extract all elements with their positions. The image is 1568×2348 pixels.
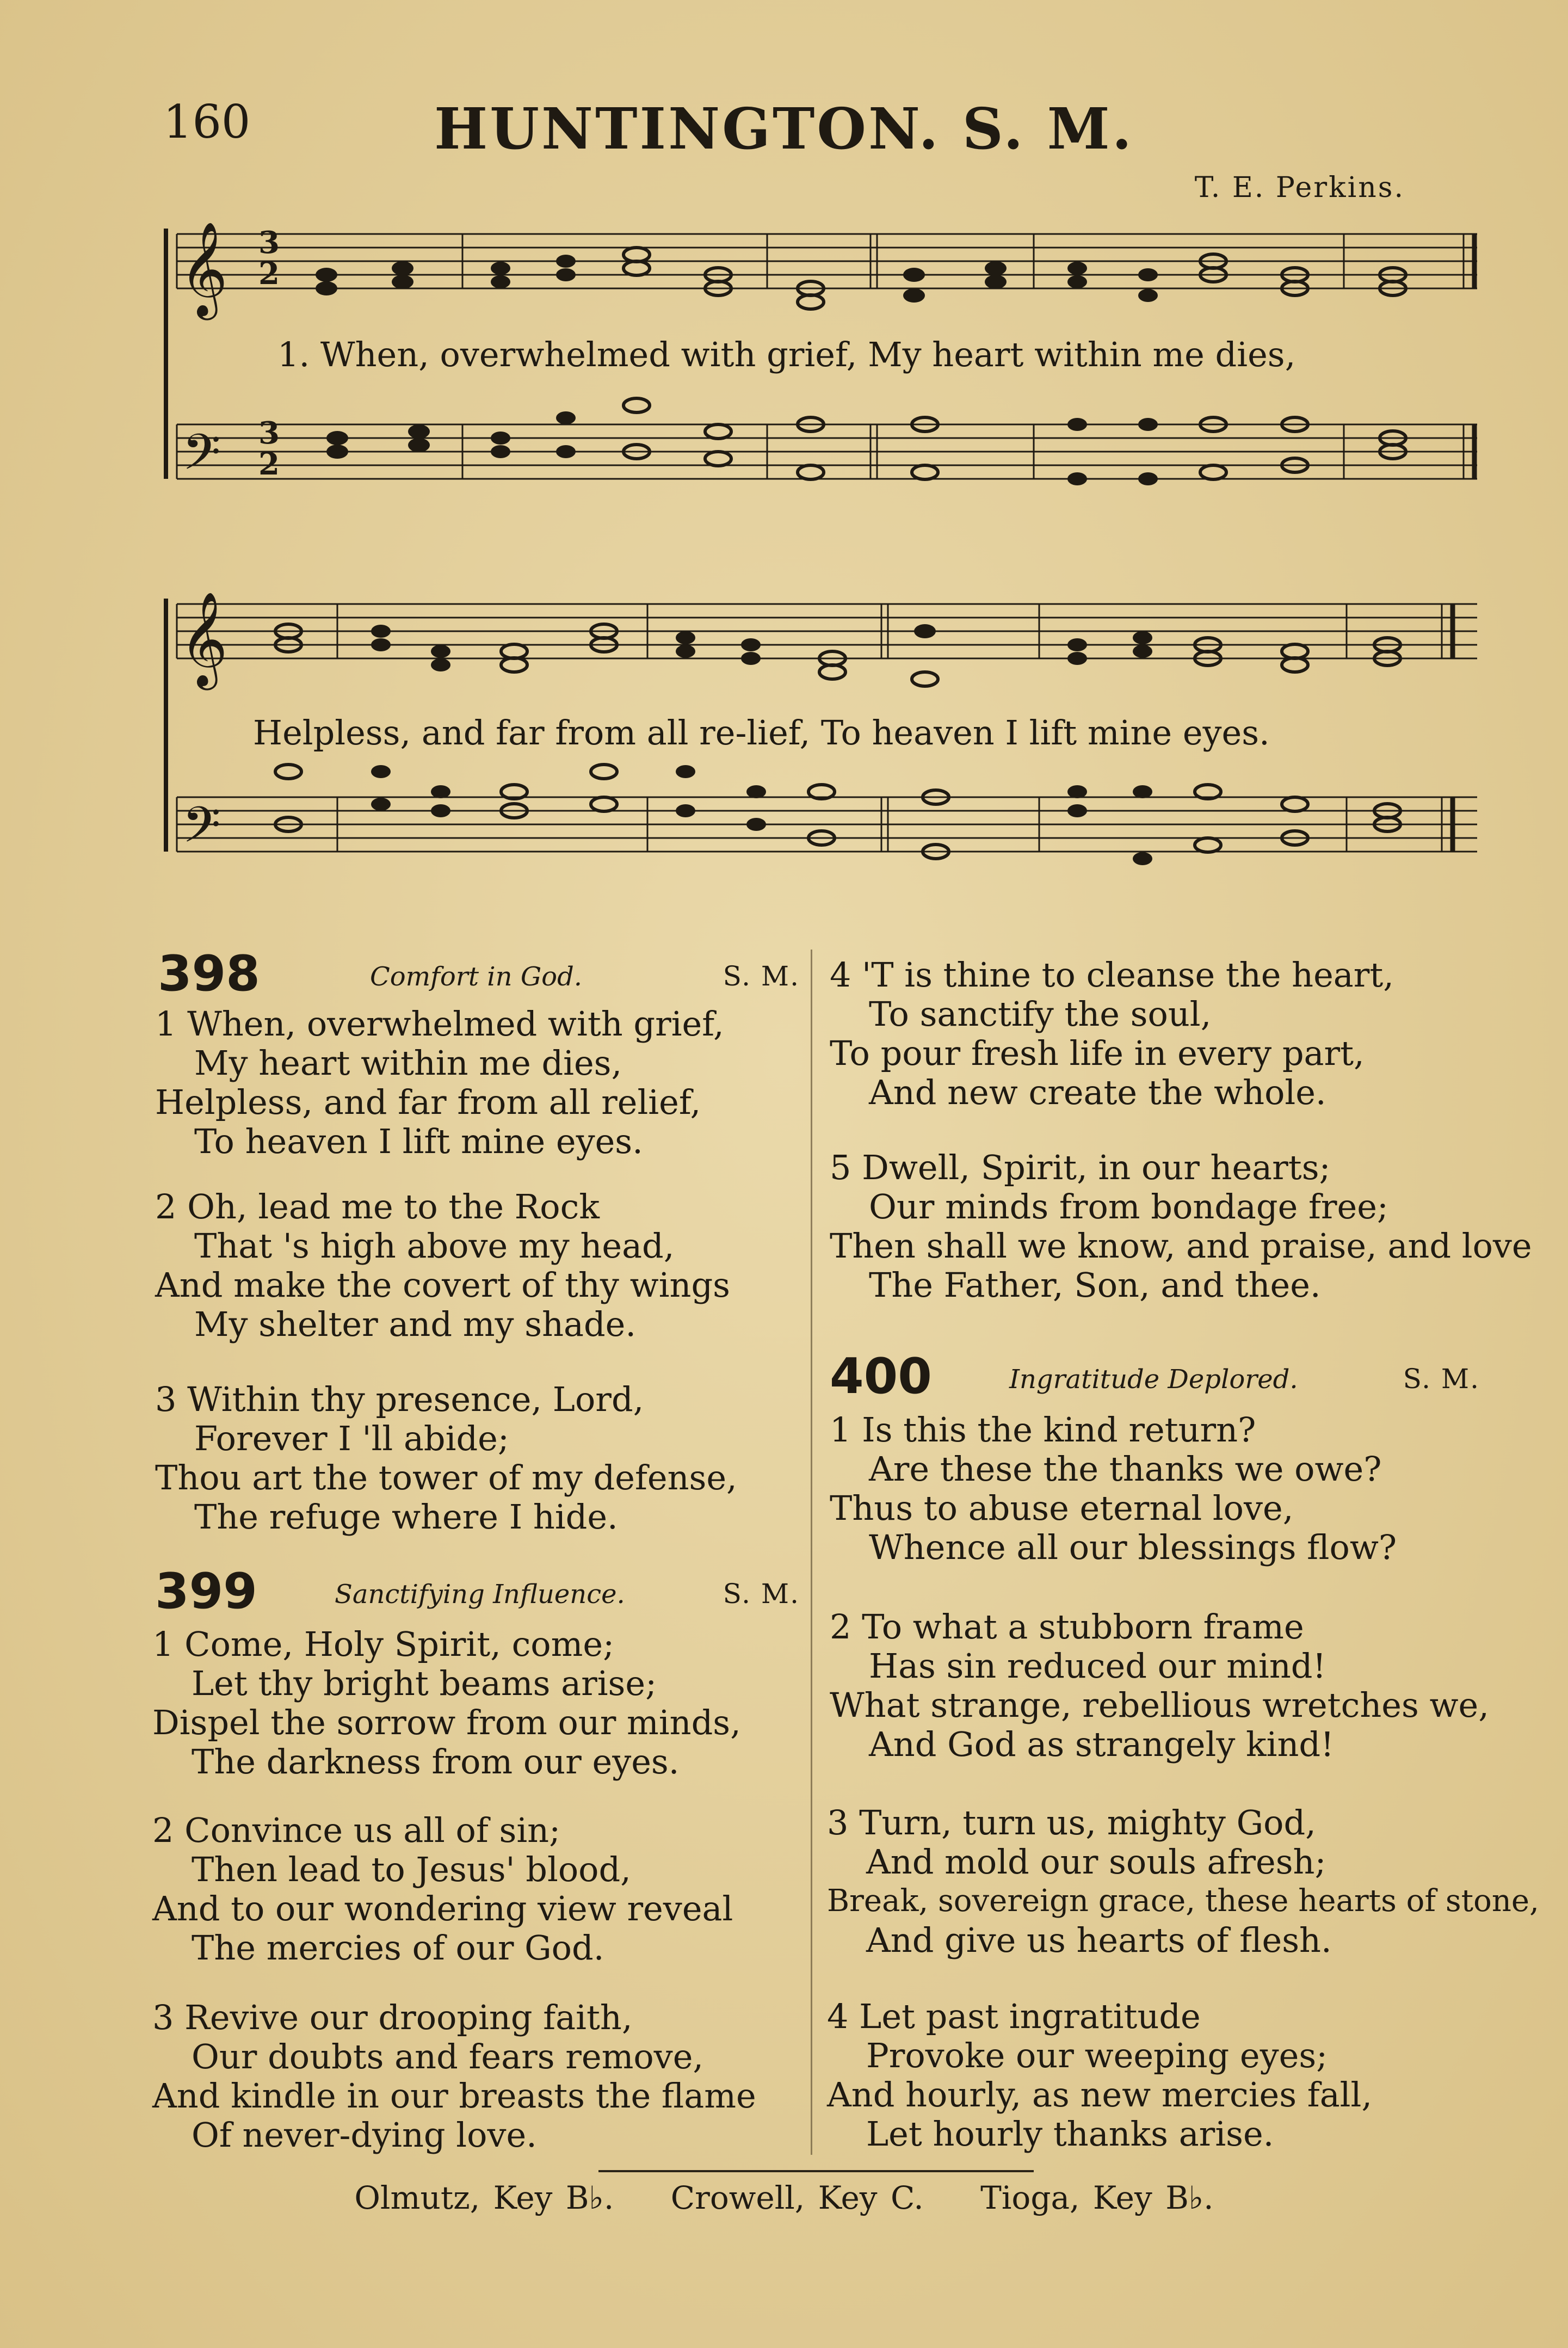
verse-line: Thou art the tower of my defense, bbox=[155, 1458, 737, 1497]
hymn-number: 399 bbox=[155, 1563, 257, 1620]
verse-line: Break, sovereign grace, these hearts of stone, bbox=[827, 1883, 1539, 1919]
bass-staff-1 bbox=[177, 424, 1477, 479]
verse-line: And make the covert of thy wings bbox=[155, 1265, 730, 1305]
column-divider bbox=[811, 950, 812, 2155]
verse-line: 2 To what a stubborn frame bbox=[830, 1607, 1304, 1647]
verse-line: 2 Oh, lead me to the Rock bbox=[155, 1187, 600, 1227]
verse-line: The refuge where I hide. bbox=[194, 1497, 618, 1537]
verse-line: And mold our souls afresh; bbox=[866, 1842, 1326, 1882]
lyric-line-2: Helpless, and far from all re-lief, To heaven I lift mine eyes. bbox=[253, 713, 1270, 753]
footer-alt-tunes bbox=[0, 2179, 1568, 2216]
svg-text:3: 3 bbox=[258, 225, 280, 261]
alt-tune: Tioga, Key B♭. bbox=[980, 2179, 1214, 2216]
verse-line: Let hourly thanks arise. bbox=[866, 2114, 1274, 2154]
hymn-meter: S. M. bbox=[723, 960, 800, 992]
svg-text:2: 2 bbox=[258, 256, 280, 292]
verse-line: Thus to abuse eternal love, bbox=[830, 1488, 1294, 1528]
verse-line: 1 Come, Holy Spirit, come; bbox=[152, 1624, 614, 1664]
verse bbox=[152, 1625, 741, 1782]
composer: T. E. Perkins. bbox=[1194, 171, 1405, 204]
verse bbox=[155, 1380, 737, 1537]
verse-line: Our minds from bondage free; bbox=[869, 1187, 1388, 1227]
verse-line: Let thy bright beams arise; bbox=[192, 1663, 657, 1703]
verse-line: Of never-dying love. bbox=[192, 2115, 537, 2155]
verse bbox=[827, 1803, 1539, 1960]
verse bbox=[830, 1607, 1489, 1764]
verse-line: 5 Dwell, Spirit, in our hearts; bbox=[830, 1148, 1331, 1187]
footer-rule bbox=[598, 2170, 1034, 2172]
alt-tune: Crowell, Key C. bbox=[670, 2179, 924, 2216]
page-number: 160 bbox=[163, 95, 251, 149]
verse bbox=[152, 1998, 756, 2155]
verse-line: Provoke our weeping eyes; bbox=[866, 2036, 1328, 2075]
verse-line: That 's high above my head, bbox=[194, 1226, 675, 1266]
hymn-header bbox=[158, 945, 800, 1004]
hymn-header bbox=[830, 1348, 1480, 1407]
verse-line: 1 Is this the kind return? bbox=[830, 1410, 1256, 1450]
verse bbox=[827, 1997, 1372, 2154]
treble-clef-icon: 𝄞 bbox=[180, 591, 228, 686]
bass-clef-icon: 𝄢 bbox=[182, 796, 221, 866]
verse-line: And God as strangely kind! bbox=[869, 1724, 1334, 1764]
verse-line: And kindle in our breasts the flame bbox=[152, 2076, 756, 2116]
verse bbox=[830, 1148, 1532, 1305]
verse-line: Has sin reduced our mind! bbox=[869, 1646, 1326, 1686]
verse-line: Then shall we know, and praise, and love bbox=[830, 1226, 1532, 1266]
verse bbox=[155, 1004, 724, 1161]
lyric-line-1: 1. When, overwhelmed with grief, My heart within me dies, bbox=[277, 335, 1296, 374]
verse-line: The Father, Son, and thee. bbox=[869, 1265, 1321, 1305]
hymn-meter: S. M. bbox=[1403, 1363, 1480, 1395]
verse-line: 3 Turn, turn us, mighty God, bbox=[827, 1803, 1316, 1842]
verse bbox=[830, 1410, 1397, 1567]
verse-line: Forever I 'll abide; bbox=[194, 1419, 509, 1458]
verse bbox=[830, 956, 1394, 1112]
verse-line: And hourly, as new mercies fall, bbox=[827, 2075, 1373, 2115]
verse-line: My heart within me dies, bbox=[194, 1043, 622, 1083]
hymn-number: 400 bbox=[830, 1348, 932, 1405]
hymn-topic: Comfort in God. bbox=[370, 962, 583, 992]
verse-line: My shelter and my shade. bbox=[194, 1304, 637, 1344]
treble-staff-1 bbox=[177, 234, 1477, 288]
verse-line: Then lead to Jesus' blood, bbox=[192, 1850, 631, 1889]
verse-line: To pour fresh life in every part, bbox=[830, 1033, 1365, 1073]
verse-line: Helpless, and far from all relief, bbox=[155, 1082, 701, 1122]
verse-line: Dispel the sorrow from our minds, bbox=[152, 1703, 741, 1742]
hymn-header bbox=[155, 1563, 800, 1622]
alt-tune: Olmutz, Key B♭. bbox=[354, 2179, 614, 2216]
verse-line: 4 'T is thine to cleanse the heart, bbox=[830, 955, 1394, 995]
verse-line: Our doubts and fears remove, bbox=[192, 2037, 704, 2076]
hymn-topic: Sanctifying Influence. bbox=[335, 1579, 625, 1610]
verse-line: What strange, rebellious wretches we, bbox=[830, 1685, 1489, 1725]
verse-line: 1 When, overwhelmed with grief, bbox=[155, 1004, 724, 1044]
verse-line: 3 Within thy presence, Lord, bbox=[155, 1379, 644, 1419]
music-score bbox=[0, 0, 1568, 925]
verse bbox=[152, 1811, 733, 1968]
hymn-meter: S. M. bbox=[723, 1578, 800, 1610]
bass-clef-icon: 𝄢 bbox=[182, 423, 221, 493]
verse-line: And to our wondering view reveal bbox=[152, 1889, 733, 1928]
verse-line: To sanctify the soul, bbox=[869, 994, 1212, 1034]
hymn-topic: Ingratitude Deplored. bbox=[1009, 1364, 1298, 1395]
svg-text:3: 3 bbox=[258, 415, 280, 451]
verse-line: And give us hearts of flesh. bbox=[866, 1920, 1332, 1960]
hymn-number: 398 bbox=[158, 945, 260, 1002]
verse-line: Are these the thanks we owe? bbox=[869, 1449, 1382, 1489]
verse bbox=[155, 1187, 730, 1344]
tune-title: HUNTINGTON. S. M. bbox=[434, 95, 1134, 162]
svg-text:2: 2 bbox=[258, 446, 280, 482]
verse-line: 3 Revive our drooping faith, bbox=[152, 1998, 633, 2037]
verse-line: 2 Convince us all of sin; bbox=[152, 1810, 560, 1850]
treble-clef-icon: 𝄞 bbox=[180, 221, 228, 316]
verse-line: The darkness from our eyes. bbox=[192, 1742, 680, 1782]
verse-line: 4 Let past ingratitude bbox=[827, 1996, 1201, 2036]
verse-line: And new create the whole. bbox=[869, 1073, 1326, 1112]
verse-line: Whence all our blessings flow? bbox=[869, 1527, 1397, 1567]
verse-line: To heaven I lift mine eyes. bbox=[194, 1121, 643, 1161]
verse-line: The mercies of our God. bbox=[192, 1928, 604, 1968]
